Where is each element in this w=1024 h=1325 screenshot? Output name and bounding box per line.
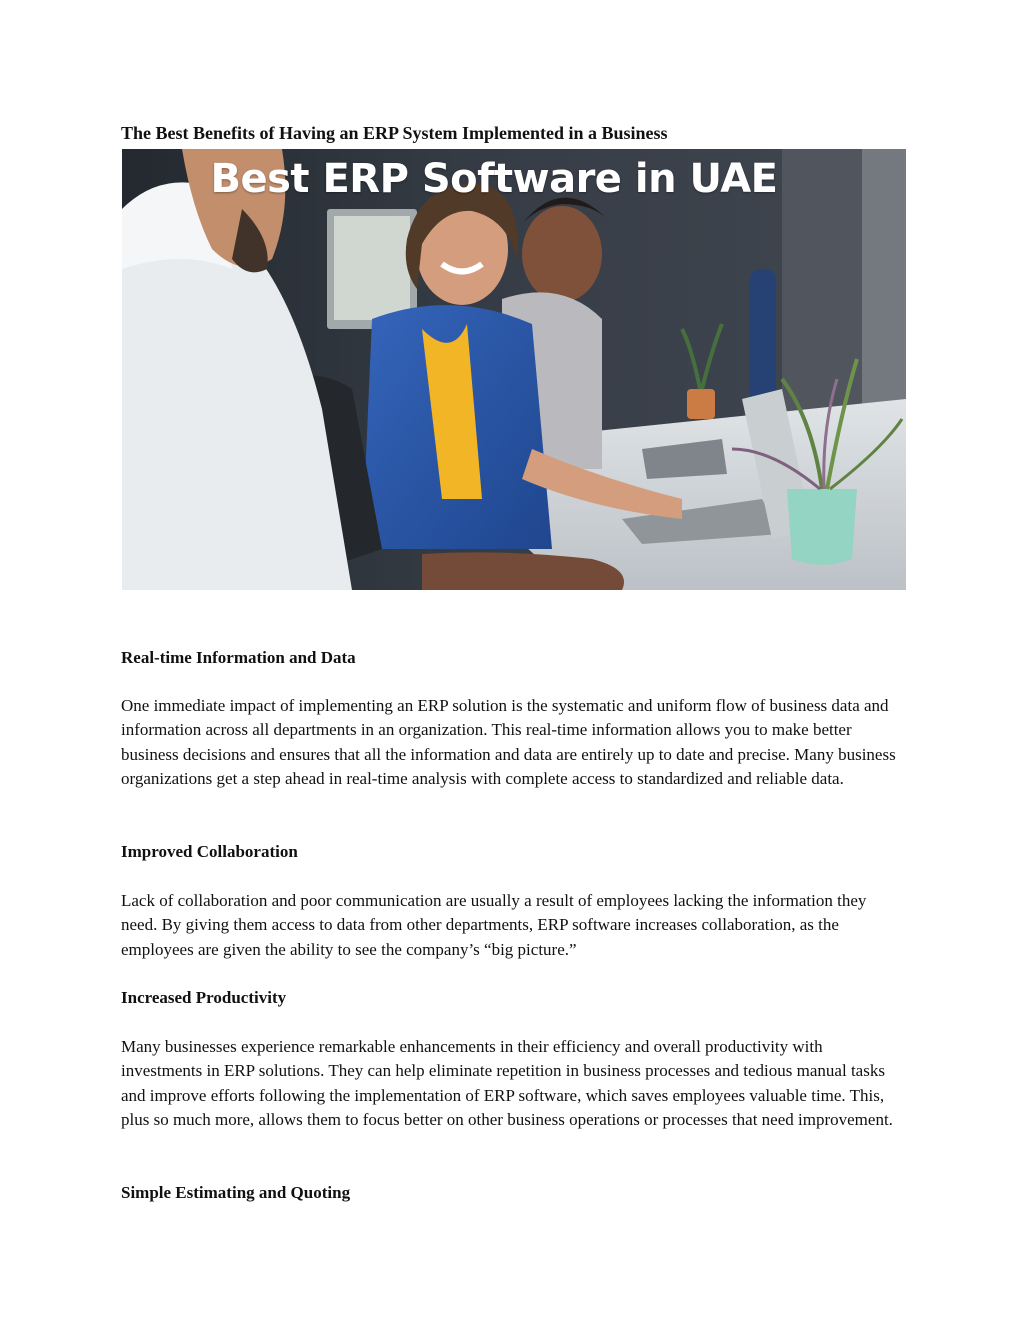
hero-caption: Best ERP Software in UAE	[210, 156, 778, 202]
office-photo	[122, 149, 906, 590]
section-body-collaboration: Lack of collaboration and poor communication are usually a result of employees lacking the information they need. By giving them access to data from other departments, ERP software increases collaboration, as the employees are given the ability to see the company’s “big picture.”	[121, 891, 867, 959]
hero-image	[122, 149, 906, 590]
section-heading-collaboration: Improved Collaboration	[121, 842, 298, 861]
section-heading-productivity: Increased Productivity	[121, 988, 287, 1007]
section-body-realtime: One immediate impact of implementing an ERP solution is the systematic and uniform flow of business data and information across all departments in an organization. This real-time information allows you to make better business decisions and ensures that all the information and data are entirely up to date and precise. Many business organizations get a step ahead in real-time analysis with complete access to standardized and reliable data.	[121, 696, 896, 788]
document-title: The Best Benefits of Having an ERP System Implemented in a Business	[121, 123, 668, 143]
section-heading-realtime: Real-time Information and Data	[121, 648, 356, 667]
section-heading-estimating: Simple Estimating and Quoting	[121, 1183, 351, 1202]
section-body-productivity: Many businesses experience remarkable enhancements in their efficiency and overall productivity with investments in ERP solutions. They can help eliminate repetition in business processes and tedious manual tasks and improve efforts following the implementation of ERP software, which saves employees valuable time. This, plus so much more, allows them to focus better on other business operations or processes that need improvement.	[121, 1037, 893, 1129]
